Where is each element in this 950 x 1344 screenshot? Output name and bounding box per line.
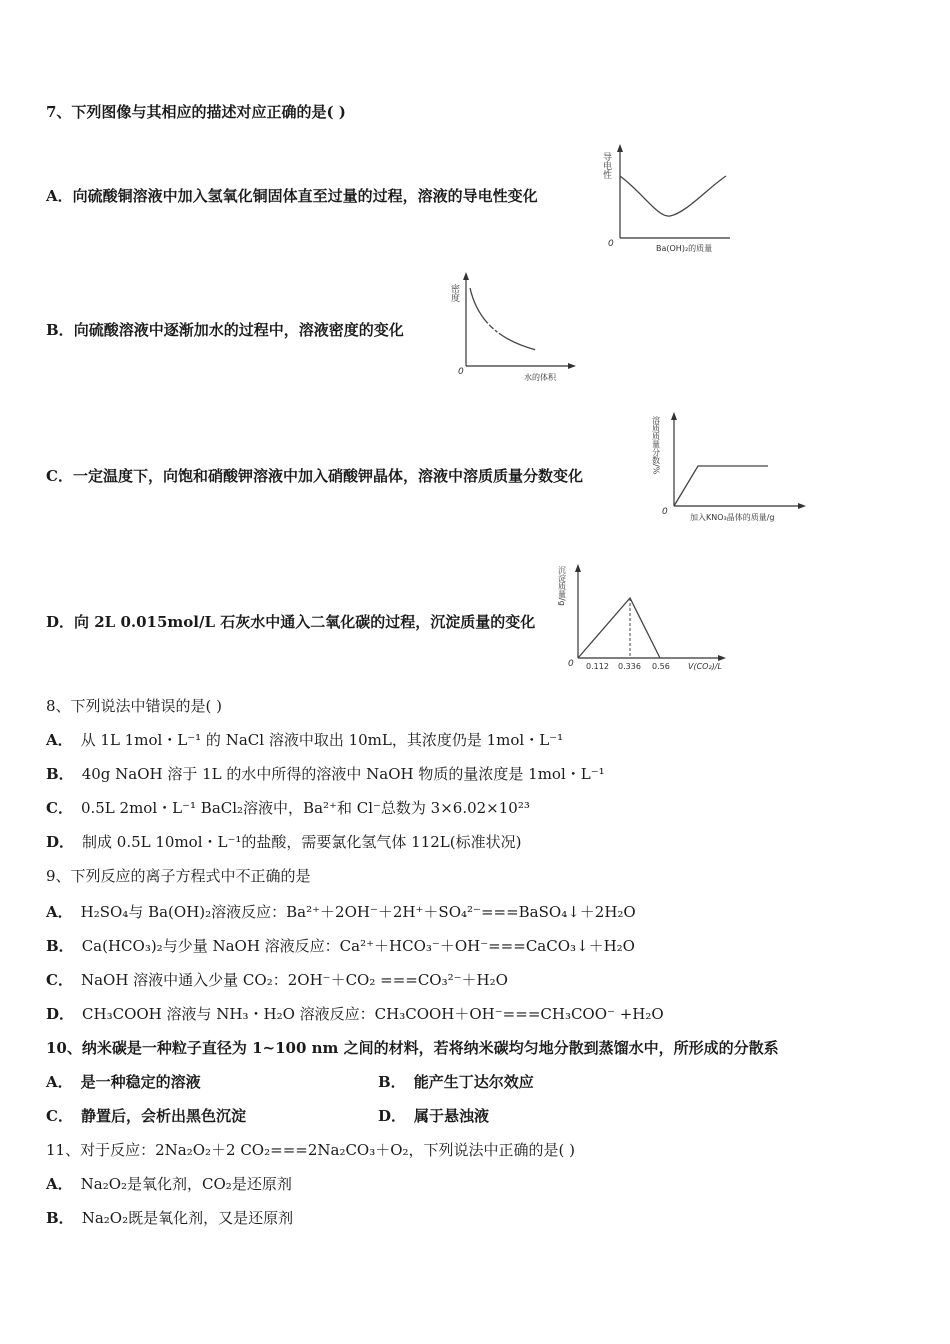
- option-text: 向硫酸铜溶液中加入氢氧化铜固体直至过量的过程，溶液的导电性变化: [72, 187, 538, 205]
- chart-ylabel: 溶质质量分数/%: [651, 416, 661, 475]
- chart-ylabel: 沉淀质量/g: [557, 566, 567, 606]
- chart-tick: 0.112: [586, 662, 609, 671]
- q8-option-b[interactable]: [46, 764, 605, 784]
- q10-stem: 10、纳米碳是一种粒子直径为 1~100 nm 之间的材料，若将纳米碳均匀地分散到蒸馏水中，所形成的分散系: [46, 1039, 779, 1057]
- chart-xlabel: 加入KNO₃晶体的质量/g: [690, 513, 775, 522]
- option-label: A．: [46, 187, 73, 205]
- option-label: B．: [378, 1073, 406, 1091]
- option-text: 40g NaOH 溶于 1L 的水中所得的溶液中 NaOH 物质的量浓度是 1mol・L⁻¹: [81, 765, 605, 783]
- chart-tick: 0.56: [652, 662, 670, 671]
- option-text: 属于悬浊液: [414, 1107, 490, 1125]
- chart-origin: 0: [568, 659, 574, 669]
- q9-option-b[interactable]: [46, 936, 635, 956]
- option-text: 静置后，会析出黑色沉淀: [80, 1107, 246, 1125]
- q9-option-d[interactable]: [46, 1004, 664, 1024]
- q7-b-density-chart: [448, 268, 578, 390]
- option-label: A．: [46, 731, 73, 749]
- option-label: B．: [46, 765, 74, 783]
- option-text: 能产生丁达尔效应: [413, 1073, 534, 1091]
- q7-option-b[interactable]: [46, 320, 404, 340]
- chart-origin: 0: [662, 507, 668, 517]
- option-label: A．: [46, 903, 73, 921]
- option-text: 0.5L 2mol・L⁻¹ BaCl₂溶液中，Ba²⁺和 Cl⁻总数为 3×6.02×10²³: [80, 799, 530, 817]
- option-text: 向 2L 0.015mol/L 石灰水中通入二氧化碳的过程，沉淀质量的变化: [74, 613, 536, 631]
- q7-d-precipitate-chart: [557, 560, 730, 682]
- chart-xlabel: Ba(OH)₂的质量: [656, 244, 713, 253]
- option-text: 是一种稳定的溶液: [80, 1073, 201, 1091]
- q8-option-c[interactable]: [46, 798, 530, 818]
- q8-stem: 8、下列说法中错误的是( ): [46, 697, 223, 715]
- q7-stem: 7、下列图像与其相应的描述对应正确的是( ): [46, 103, 346, 121]
- q10-option-b[interactable]: [378, 1072, 534, 1092]
- q10-option-a[interactable]: [46, 1072, 201, 1092]
- option-label: D．: [46, 613, 75, 631]
- q8-option-d[interactable]: [46, 832, 521, 852]
- option-text: 从 1L 1mol・L⁻¹ 的 NaCl 溶液中取出 10mL，其浓度仍是 1mol・L⁻¹: [80, 731, 564, 749]
- q7-a-conductivity-chart: [598, 138, 738, 257]
- option-text: Na₂O₂是氧化剂，CO₂是还原剂: [80, 1175, 292, 1193]
- option-label: C．: [46, 971, 73, 989]
- option-label: D．: [46, 1005, 75, 1023]
- q11-stem: 11、对于反应：2Na₂O₂＋2 CO₂===2Na₂CO₃＋O₂，下列说法中正确的是( ): [46, 1141, 576, 1159]
- q9-stem: 9、下列反应的离子方程式中不正确的是: [46, 867, 311, 885]
- option-text: Ca(HCO₃)₂与少量 NaOH 溶液反应：Ca²⁺＋HCO₃⁻＋OH⁻===CaCO₃↓＋H₂O: [81, 937, 635, 955]
- q7-option-a[interactable]: [46, 186, 538, 206]
- option-text: CH₃COOH 溶液与 NH₃・H₂O 溶液反应：CH₃COOH＋OH⁻===CH₃COO⁻ +H₂O: [82, 1005, 664, 1023]
- option-text: 向硫酸溶液中逐渐加水的过程中，溶液密度的变化: [73, 321, 404, 339]
- option-text: 制成 0.5L 10mol・L⁻¹的盐酸，需要氯化氢气体 112L(标准状况): [82, 833, 522, 851]
- q10-option-d[interactable]: [378, 1106, 489, 1126]
- option-label: B．: [46, 321, 74, 339]
- option-label: B．: [46, 937, 74, 955]
- option-label: A．: [46, 1175, 73, 1193]
- chart-ylabel: 密度: [449, 284, 459, 302]
- q11-option-b[interactable]: [46, 1208, 293, 1228]
- q7-option-d[interactable]: [46, 612, 535, 632]
- chart-ylabel: 导电性: [601, 152, 611, 179]
- q10-option-c[interactable]: [46, 1106, 246, 1126]
- chart-tick: 0.336: [618, 662, 641, 671]
- chart-xlabel: V(CO₂)/L: [688, 662, 722, 671]
- option-label: B．: [46, 1209, 74, 1227]
- q8-option-a[interactable]: [46, 730, 563, 750]
- chart-origin: 0: [458, 367, 464, 377]
- q7-option-c[interactable]: [46, 466, 583, 486]
- q11-option-a[interactable]: [46, 1174, 292, 1194]
- option-label: C．: [46, 467, 73, 485]
- q9-option-c[interactable]: [46, 970, 508, 990]
- chart-origin: 0: [608, 239, 614, 249]
- q7-c-mass-fraction-chart: [652, 408, 812, 530]
- option-label: C．: [46, 799, 73, 817]
- option-label: D．: [46, 833, 75, 851]
- option-label: C．: [46, 1107, 73, 1125]
- option-text: NaOH 溶液中通入少量 CO₂：2OH⁻＋CO₂ ===CO₃²⁻＋H₂O: [80, 971, 508, 989]
- chart-xlabel: 水的体积: [524, 373, 556, 382]
- option-label: D．: [378, 1107, 407, 1125]
- option-text: H₂SO₄与 Ba(OH)₂溶液反应：Ba²⁺＋2OH⁻＋2H⁺＋SO₄²⁻===BaSO₄↓＋2H₂O: [80, 903, 636, 921]
- option-text: 一定温度下，向饱和硝酸钾溶液中加入硝酸钾晶体，溶液中溶质质量分数变化: [72, 467, 583, 485]
- option-text: Na₂O₂既是氧化剂，又是还原剂: [81, 1209, 294, 1227]
- option-label: A．: [46, 1073, 73, 1091]
- q9-option-a[interactable]: [46, 902, 636, 922]
